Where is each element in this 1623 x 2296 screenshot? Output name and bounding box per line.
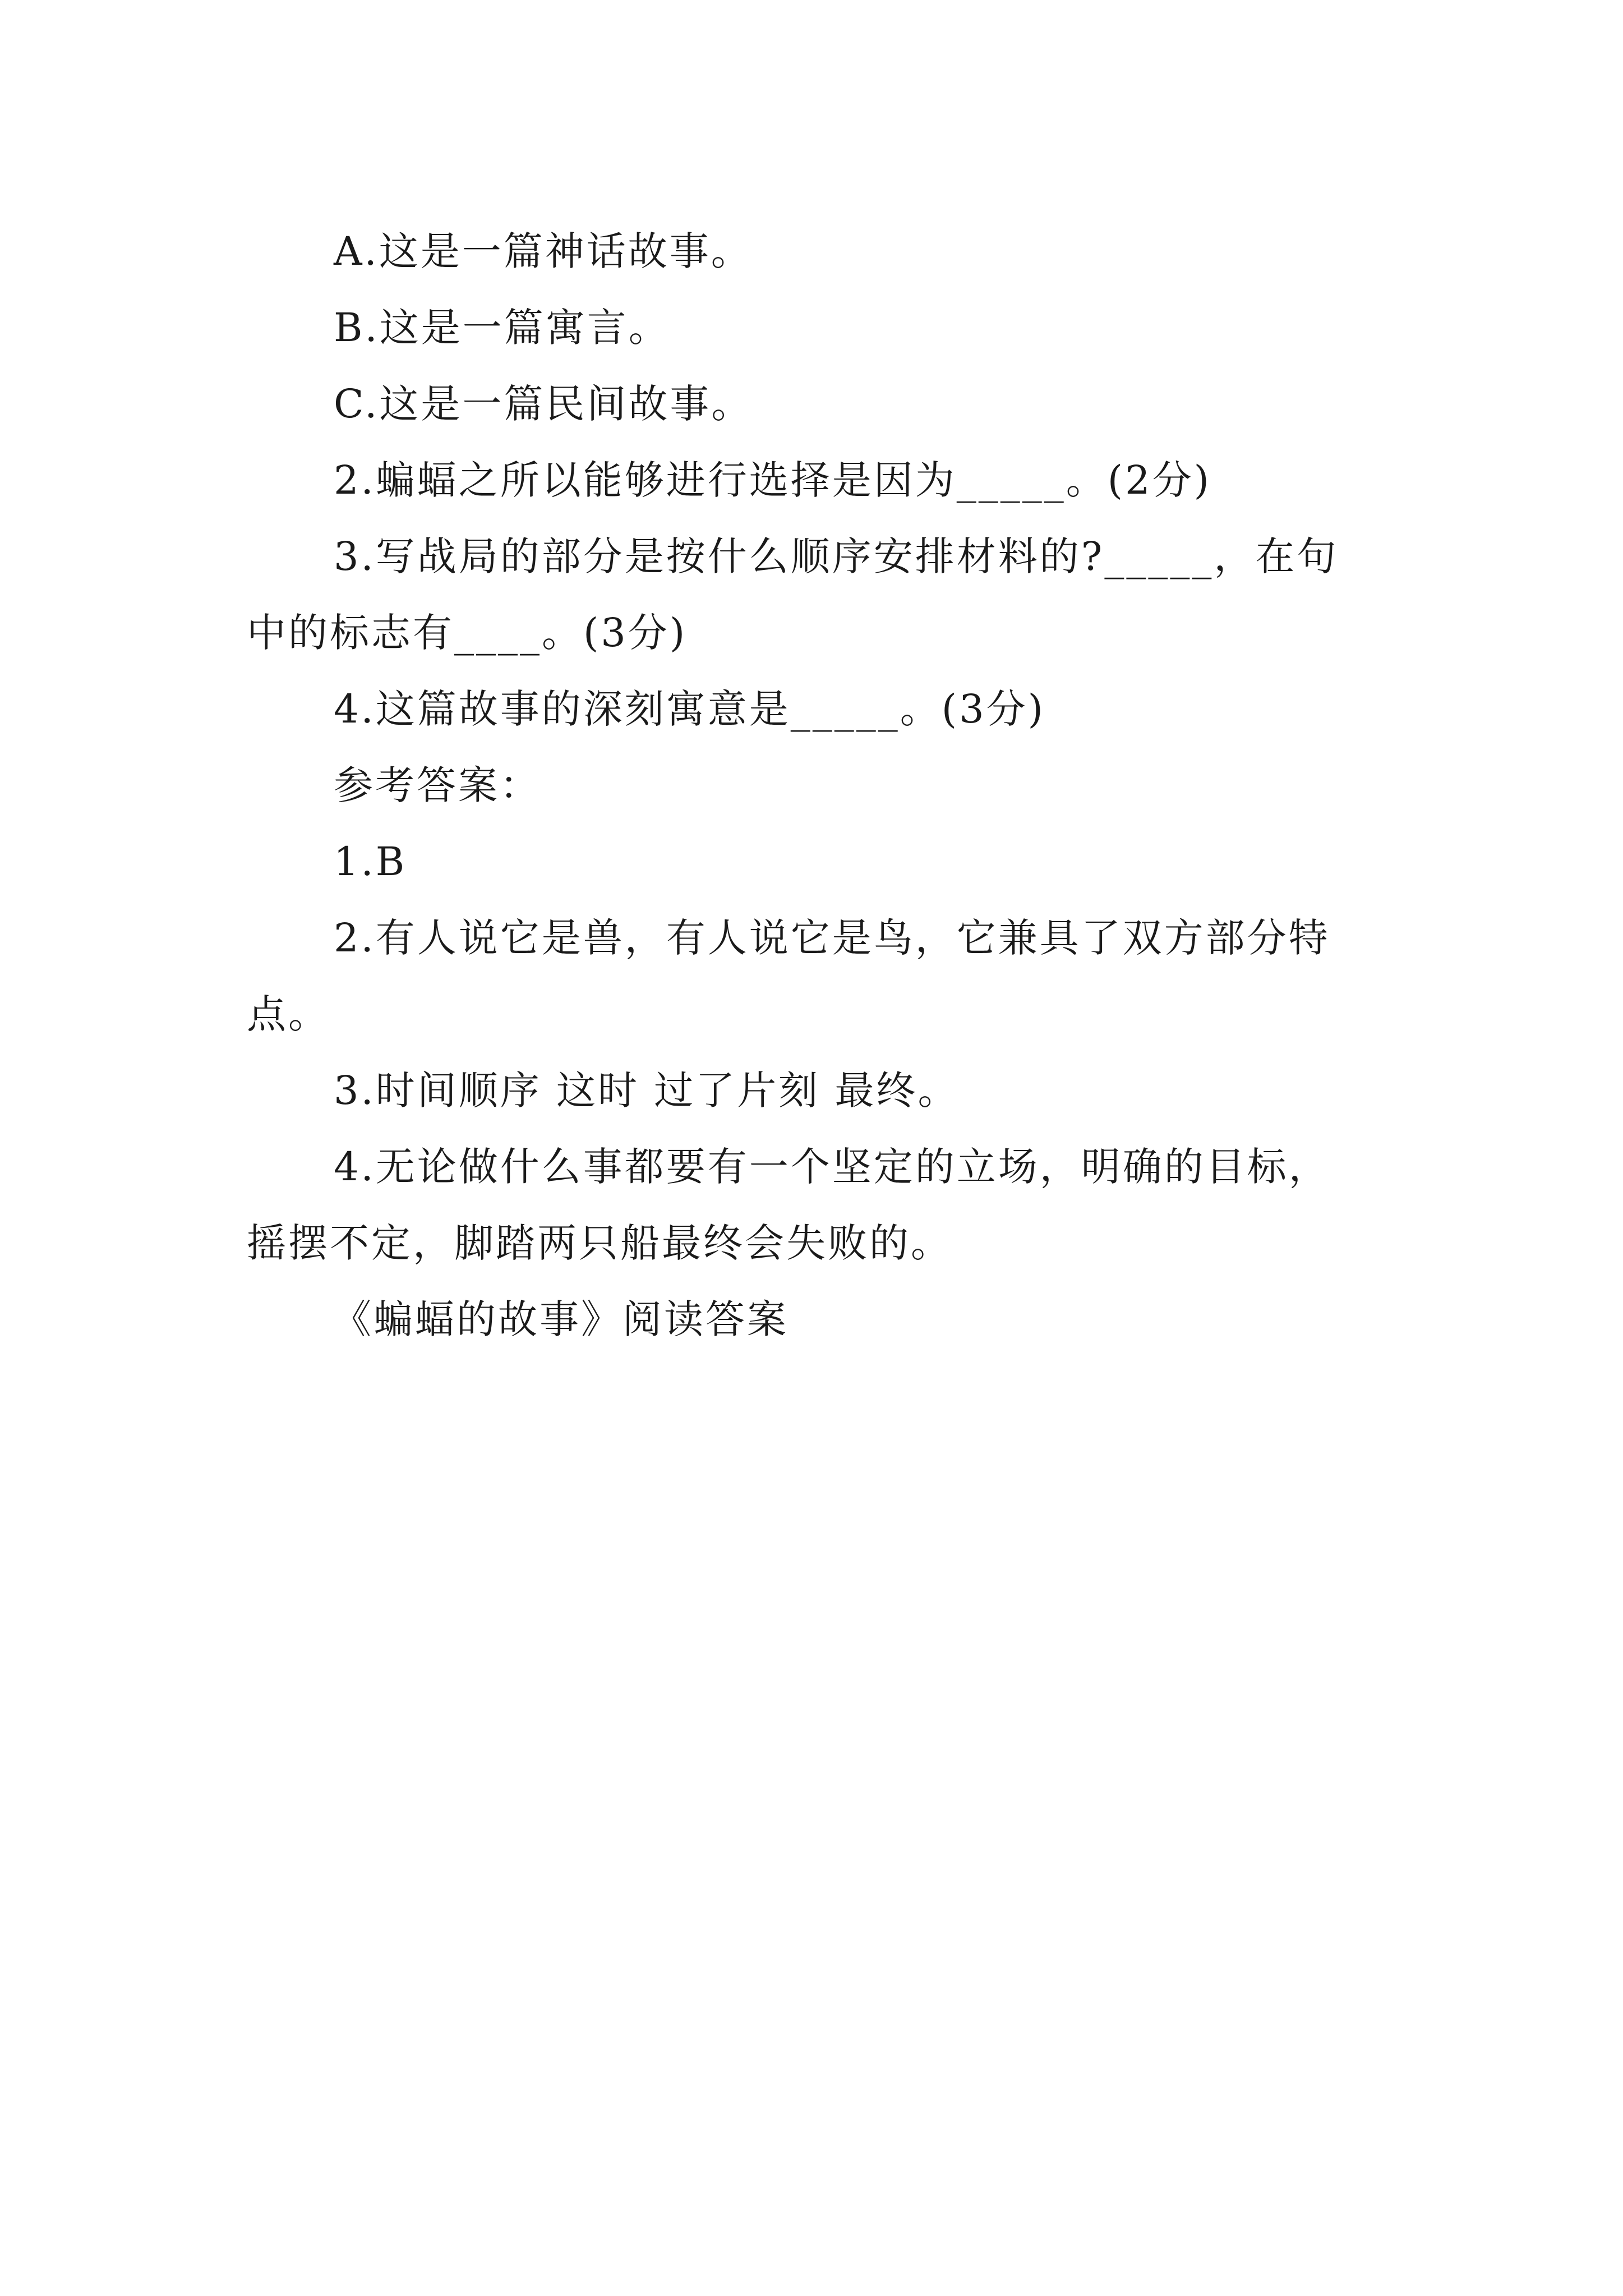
document-body <box>247 213 1385 1358</box>
answer-1-line: 1.B <box>334 839 407 885</box>
answer-3-line: 3.时间顺序 这时 过了片刻 最终。 <box>334 1068 960 1114</box>
question-4-line: 4.这篇故事的深刻寓意是_____。(3分) <box>334 686 1045 732</box>
document-title-line: 《蝙蝠的故事》阅读答案 <box>332 1296 789 1342</box>
answer-2-continuation: 点。 <box>247 991 330 1037</box>
answer-4-continuation: 摇摆不定，脚踏两只船最终会失败的。 <box>247 1220 952 1266</box>
option-c-line: C.这是一篇民间故事。 <box>334 381 753 427</box>
answer-2-line: 2.有人说它是兽，有人说它是鸟，它兼具了双方部分特 <box>334 915 1330 961</box>
question-3-line: 3.写战局的部分是按什么顺序安排材料的?_____，在句 <box>334 533 1339 579</box>
option-b-line: B.这是一篇寓言。 <box>334 305 670 351</box>
question-2-line: 2.蝙蝠之所以能够进行选择是因为_____。(2分) <box>334 457 1211 503</box>
answer-4-line: 4.无论做什么事都要有一个坚定的立场，明确的目标， <box>334 1144 1330 1190</box>
answer-key-heading: 参考答案： <box>334 762 541 808</box>
question-3-continuation: 中的标志有____。(3分) <box>247 610 688 656</box>
option-a-line: A.这是一篇神话故事。 <box>334 228 753 274</box>
